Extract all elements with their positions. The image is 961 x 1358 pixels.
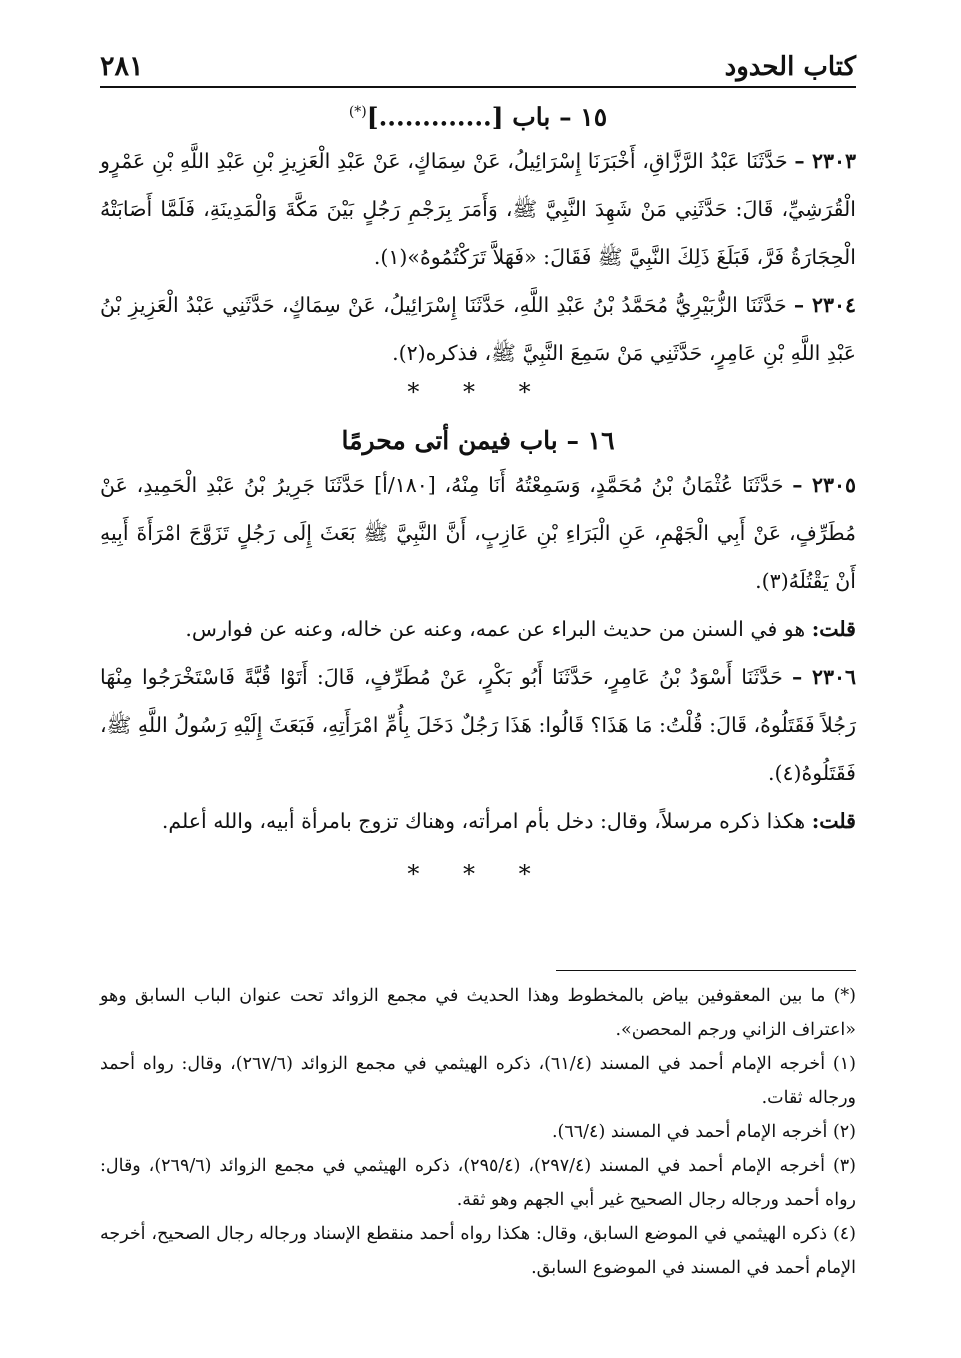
chapter-title-16: ١٦ – باب فيمن أتى محرمًا [341,426,615,456]
note-label: قلت: [811,617,856,642]
footnotes [100,970,856,1285]
footnote-text: ذكره الهيثمي في الموضع السابق، وقال: هكذا رواه أحمد منقطع الإسناد ورجاله رجال الصحيح، أخرجه الإمام أحمد في المسند في الموضوع السابق. [100,1224,856,1278]
footnote-1 [100,1047,856,1115]
hadith-text: حَدَّثَنَا أَسْوَدُ بْنُ عَامِرٍ، حَدَّثَنَا أَبُو بَكْرٍ، عَنْ مُطَرِّفٍ، قَالَ: أَتَوْا قُبَّةً فَاسْتَخْرَجُوا مِنْهَا رَجُلاً فَقَتَلُوهُ، قَالَ: قُلْتُ: مَا هَذَا؟ قَالُوا: هَذَا رَجُلٌ دَخَلَ بِأُمِّ امْرَأَتِهِ، فَبَعَثَ إِلَيْهِ رَسُولُ اللَّهِ ﷺ، فَقَتَلُوهُ(٤). [100,665,856,786]
hadith-2306 [100,653,856,797]
section-separator: * * * [407,860,549,889]
chapter-footnote-marker: (*) [348,104,367,120]
hadith-number: ٢٣٠٤ – [793,293,856,318]
hadith-2304 [100,281,856,377]
footnote-text: ما بين المعقوفين بياض بالمخطوط وهذا الحديث في مجمع الزوائد تحت عنوان الباب السابق وهو «اعتراف الزاني ورجم المحصن». [100,986,856,1040]
hadith-number: ٢٣٠٣ – [794,149,856,174]
footnote-mark: (٢) [832,1122,856,1142]
footnote-4 [100,1217,856,1285]
footnote-text: أخرجه الإمام أحمد في المسند (٦٦/٤). [551,1122,828,1142]
hadith-number: ٢٣٠٥ – [792,473,856,498]
footnote-3 [100,1149,856,1217]
footnote-mark: (٤) [832,1224,856,1244]
author-note [100,605,856,653]
footnote-mark: (١) [832,1054,856,1074]
hadith-text: حَدَّثَنَا عُثْمَانُ بْنُ مُحَمَّدٍ، وَسَمِعْتُهُ أَنَا مِنْهُ، [١٨٠/أ] حَدَّثَنَا جَرِيرُ بْنُ عَبْدِ الْحَمِيدِ، عَنْ مُطَرِّفٍ، عَنْ أَبِي الْجَهْمِ، عَنِ الْبَرَاءِ بْنِ عَازِبٍ، أَنَّ النَّبِيَّ ﷺ بَعَثَ إِلَى رَجُلٍ تَزَوَّجَ امْرَأَةَ أَبِيهِ أَنْ يَقْتُلَهُ(٣). [100,473,856,594]
footnote-star [100,979,856,1047]
hadith-2303 [100,137,856,281]
hadith-text: حَدَّثَنَا الزُّبَيْرِيُّ مُحَمَّدُ بْنُ عَبْدِ اللَّهِ، حَدَّثَنَا إِسْرَائِيلُ، عَنْ سِمَاكٍ، حَدَّثَنِي عَبْدُ الْعَزِيزِ بْنُ عَبْدِ اللَّهِ بْنِ عَامِرٍ، حَدَّثَنِي مَنْ سَمِعَ النَّبِيَّ ﷺ، فذكره(٢). [100,293,856,366]
author-note [100,797,856,845]
footnote-text: أخرجه الإمام أحمد في المسند (٢٩٧/٤)، (٢٩٥/٤)، ذكره الهيثمي في مجمع الزوائد (٢٦٩/٦)، وقال: رواه أحمد ورجاله رجال الصحيح غير أبي الجهم وهو ثقة. [100,1156,856,1210]
footnote-mark: (*) [833,986,856,1006]
hadith-number: ٢٣٠٦ – [791,665,856,690]
footnote-2 [100,1115,856,1149]
footnote-text: أخرجه الإمام أحمد في المسند (٦١/٤)، ذكره الهيثمي في مجمع الزوائد (٢٦٧/٦)، وقال: رواه أحمد ورجاله ثقات. [100,1054,856,1108]
note-text: هو في السنن من حديث البراء عن عمه، وعنه عن خاله، وعنه عن فوارس. [185,617,806,642]
footnote-divider [556,970,856,971]
note-label: قلت: [811,809,856,834]
chapter-title-15: ١٥ – باب [.............](*) [348,102,608,132]
book-title: كتاب الحدود [724,52,856,82]
section-separator: * * * [407,378,549,407]
note-text: هكذا ذكره مرسلاً، وقال: دخل بأم امرأته، وهناك تزوج بامرأة أبيه، والله أعلم. [161,809,806,834]
page-number: ٢٨١ [100,51,144,82]
hadith-text: حَدَّثَنَا عَبْدُ الرَّزَّاقِ، أَخْبَرَنَا إِسْرَائِيلُ، عَنْ سِمَاكٍ، عَنْ عَبْدِ الْعَزِيزِ بْنِ عَبْدِ اللَّهِ بْنِ عَمْرٍو الْقُرَشِيِّ، قَالَ: حَدَّثَنِي مَنْ شَهِدَ النَّبِيَّ ﷺ، وَأَمَرَ بِرَجْمِ رَجُلٍ بَيْنَ مَكَّةَ وَالْمَدِينَةِ، فَلَمَّا أَصَابَتْهُ الْحِجَارَةُ فَرَّ، فَبَلَغَ ذَلِكَ النَّبِيَّ ﷺ فَقَالَ: «فَهَلاَّ تَرَكْتُمُوهُ»(١). [100,149,856,270]
footnote-mark: (٣) [832,1156,856,1176]
main-text [100,92,856,889]
page-header [100,30,856,88]
hadith-2305 [100,461,856,605]
